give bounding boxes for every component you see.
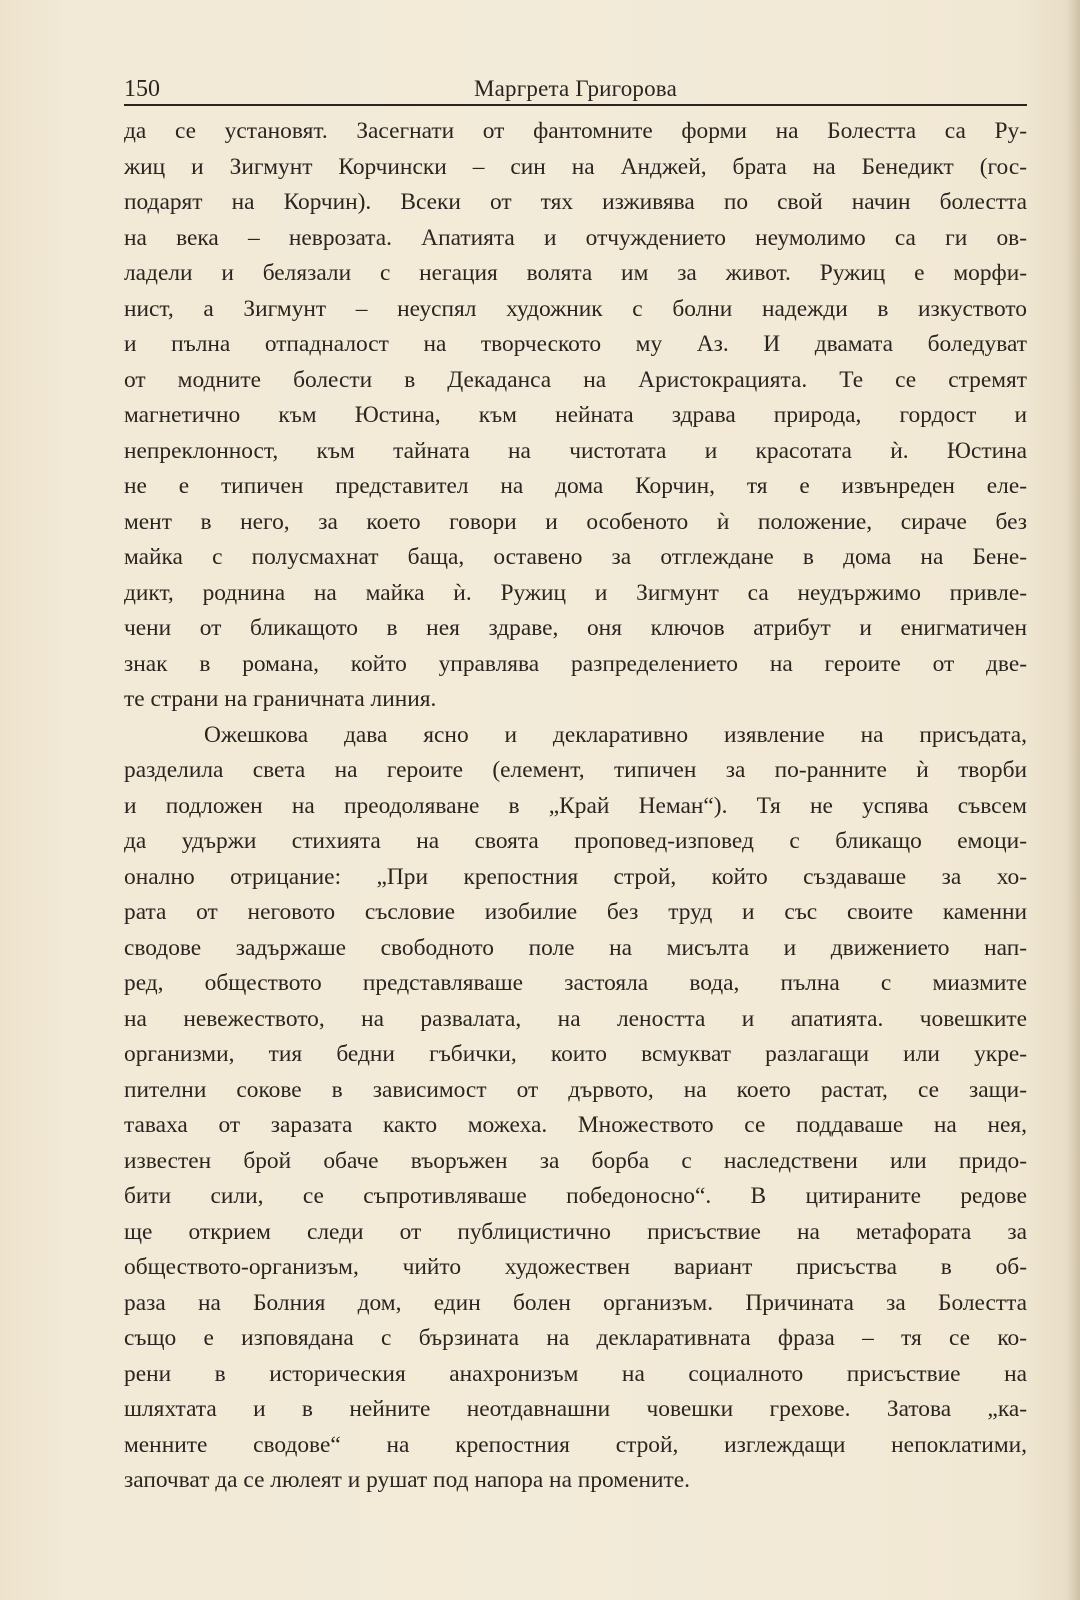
text-line: непреклонност, към тайната на чистотата и красотата ѝ. Юстина bbox=[124, 437, 1027, 464]
text-line: от модните болести в Декаданса на Аристокрацията. Те се стремят bbox=[124, 366, 1027, 393]
text-line: бити сили, се съпротивляваше победоносно“. В цитираните редове bbox=[124, 1183, 1027, 1209]
text-line: шляхтата и в нейните неотдавнашни човешки грехове. Затова „ка- bbox=[124, 1396, 1027, 1422]
text-line: на невежеството, на развалата, на леността и апатията. човешките bbox=[124, 1005, 1027, 1032]
running-head-author: Маргрета Григорова bbox=[474, 76, 677, 101]
page-number: 150 bbox=[124, 76, 160, 102]
text-line: разделила света на героите (елемент, типичен за по-ранните ѝ творби bbox=[124, 757, 1027, 783]
text-line: известен брой обаче въоръжен за борба с наследствени или придо- bbox=[124, 1147, 1027, 1174]
text-line: организми, тия бедни гъбички, които всмукват разлагащи или укре- bbox=[124, 1041, 1027, 1067]
text-line: знак в романа, който управлява разпределението на героите от две- bbox=[124, 650, 1027, 677]
text-line: също е изповядана с бързината на декларативната фраза – тя се ко- bbox=[124, 1325, 1027, 1351]
text-line: ще открием следи от публицистично присъствие на метафората за bbox=[124, 1218, 1027, 1245]
text-line: раза на Болния дом, един болен организъм. Причината за Болестта bbox=[124, 1289, 1027, 1316]
paragraph bbox=[124, 718, 1027, 1499]
text-line: ред, обществото представляваше застояла вода, пълна с миазмите bbox=[124, 970, 1027, 996]
text-line: жиц и Зигмунт Корчински – син на Анджей, брата на Бенедикт (гос- bbox=[124, 153, 1027, 180]
text-line: магнетично към Юстина, към нейната здрава природа, гордост и bbox=[124, 402, 1027, 428]
text-line: таваха от заразата както можеха. Множеството се поддаваше на нея, bbox=[124, 1112, 1027, 1138]
text-line: рата от неговото съсловие изобилие без труд и със своите каменни bbox=[124, 899, 1027, 925]
page-edge-shadow bbox=[1066, 0, 1080, 1600]
text-line: не е типичен представител на дома Корчин, тя е извънреден еле- bbox=[124, 473, 1027, 499]
text-line: и подложен на преодоляване в „Край Неман“). Тя не успява съвсем bbox=[124, 792, 1027, 819]
text-line: Ожешкова дава ясно и декларативно изявление на присъдата, bbox=[204, 721, 1027, 748]
text-line: обществото-организъм, чийто художествен вариант присъства в об- bbox=[124, 1254, 1027, 1280]
body-text bbox=[124, 114, 1027, 1499]
text-line: чени от бликащото в нея здраве, оня ключов атрибут и енигматичен bbox=[124, 615, 1027, 641]
text-line: те страни на граничната линия. bbox=[124, 686, 437, 712]
text-line: на века – неврозата. Апатията и отчуждението неумолимо са ги ов- bbox=[124, 224, 1027, 251]
text-line: и пълна отпадналост на творческото му Аз. И двамата боледуват bbox=[124, 331, 1027, 357]
text-line: подарят на Корчин). Всеки от тях изживява по свой начин болестта bbox=[124, 189, 1027, 215]
text-line: ладели и белязали с негация волята им за живот. Ружиц е морфи- bbox=[124, 260, 1027, 286]
text-line: менните сводове“ на крепостния строй, изглеждащи непоклатими, bbox=[124, 1431, 1027, 1458]
text-line: започват да се люлеят и рушат под напора на промените. bbox=[124, 1467, 690, 1493]
text-line: онално отрицание: „При крепостния строй, който създаваше за хо- bbox=[124, 863, 1027, 890]
text-line: рени в историческия анахронизъм на социалното присъствие на bbox=[124, 1360, 1027, 1387]
text-line: да удържи стихията на своята проповед-изповед с бликащо емоци- bbox=[124, 828, 1027, 854]
page-header bbox=[124, 74, 1027, 106]
text-line: пителни сокове в зависимост от дървото, на което растат, се защи- bbox=[124, 1076, 1027, 1103]
text-line: мент в него, за което говори и особеното ѝ положение, сираче без bbox=[124, 508, 1027, 535]
text-line: дикт, роднина на майка ѝ. Ружиц и Зигмунт са неудържимо привле- bbox=[124, 579, 1027, 606]
text-line: майка с полусмахнат баща, оставено за отглеждане в дома на Бене- bbox=[124, 544, 1027, 570]
text-line: да се установят. Засегнати от фантомните форми на Болестта са Ру- bbox=[124, 118, 1027, 144]
paragraph bbox=[124, 114, 1027, 718]
text-line: нист, а Зигмунт – неуспял художник с болни надежди в изкуството bbox=[124, 295, 1027, 322]
text-line: сводове задържаше свободното поле на мисълта и движението нап- bbox=[124, 934, 1027, 961]
